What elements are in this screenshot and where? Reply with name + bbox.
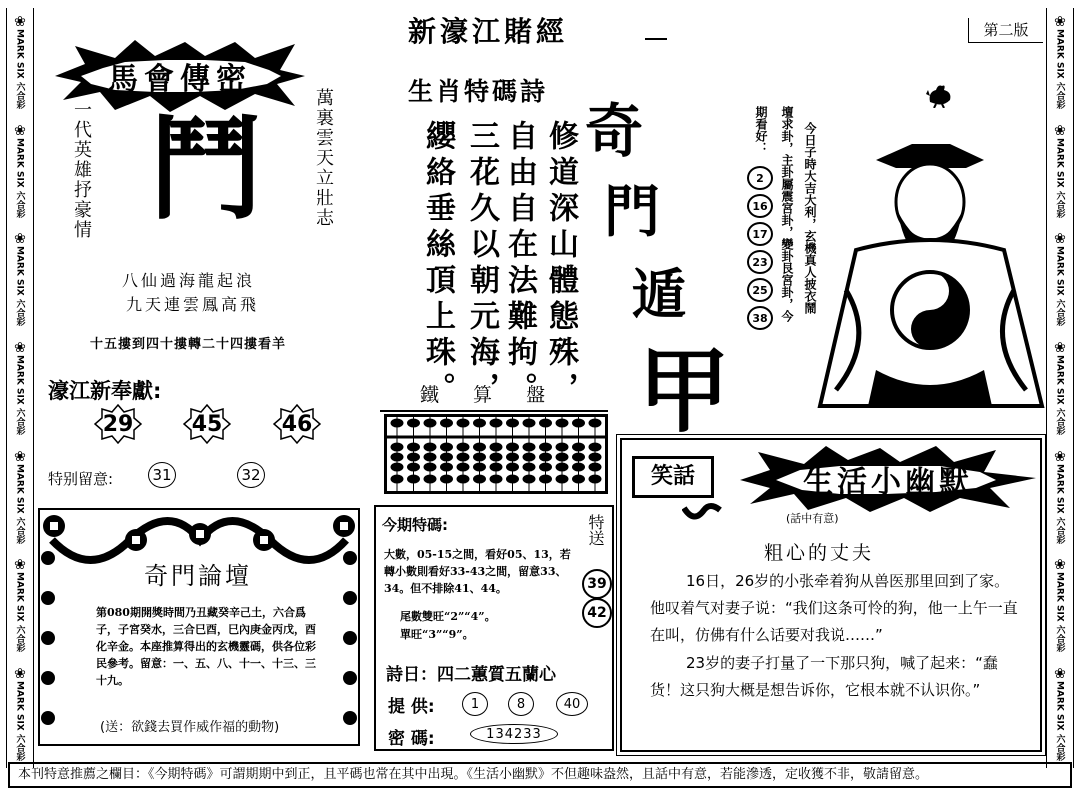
abacus-bead <box>573 463 585 471</box>
abacus-bead <box>391 443 403 451</box>
abacus-bead <box>523 475 535 483</box>
flower-icon: ❀ <box>1054 665 1066 682</box>
provide-number: 8 <box>508 692 534 716</box>
side-strip-text: MARK SIX 六合彩 <box>14 137 25 218</box>
abacus-bead <box>457 443 469 451</box>
abacus-bead <box>589 443 601 451</box>
xiaohua-squiggle-icon <box>682 498 722 524</box>
abacus <box>384 414 608 494</box>
gua-text-col1: 壇求卦，主卦屬震宮卦，變卦艮宮卦，今 <box>780 106 794 322</box>
abacus-bead <box>457 475 469 483</box>
abacus-bead <box>507 463 519 471</box>
provide-number: 40 <box>556 692 588 716</box>
abacus-bead <box>391 463 403 471</box>
abacus-top-rule <box>380 410 608 412</box>
abacus-title: 鐵 算 盤 <box>420 384 560 406</box>
abacus-bead <box>540 453 552 461</box>
side-strip-text: MARK SIX 六合彩 <box>1054 137 1065 218</box>
abacus-bead <box>408 463 420 471</box>
mahui-seal-char: 鬥 <box>150 104 262 235</box>
abacus-bead <box>408 443 420 451</box>
abacus-bead <box>507 443 519 451</box>
gua-text-col2: 期看好： <box>754 106 768 154</box>
haojiang-number-text: 46 <box>281 411 313 437</box>
abacus-bead <box>441 419 453 427</box>
abacus-bead <box>391 475 403 483</box>
provide-number: 1 <box>462 692 488 716</box>
abacus-bead <box>589 419 601 427</box>
abacus-bead <box>507 419 519 427</box>
qimen-lun-footer: (送：欲錢去買作威作福的動物) <box>100 720 280 735</box>
abacus-bead <box>441 463 453 471</box>
flower-icon: ❀ <box>1054 448 1066 465</box>
abacus-bead <box>490 475 502 483</box>
haojiang-number-text: 45 <box>191 411 223 437</box>
song-number: 39 <box>582 569 612 599</box>
abacus-bead <box>573 475 585 483</box>
abacus-bead <box>408 453 420 461</box>
poem-column: 自由自在法難拘。 <box>502 120 537 408</box>
abacus-bead <box>507 453 519 461</box>
abacus-bead <box>391 453 403 461</box>
gua-number: 2 <box>747 166 773 190</box>
abacus-bead <box>441 475 453 483</box>
abacus-bead <box>490 463 502 471</box>
abacus-bead <box>457 463 469 471</box>
abacus-bead <box>474 475 486 483</box>
abacus-bead <box>474 419 486 427</box>
side-unit <box>1054 124 1067 218</box>
humor-note: (話中有意) <box>786 512 839 525</box>
flower-icon: ❀ <box>1054 231 1066 248</box>
qimen-char: 遁 <box>632 263 686 326</box>
side-strip-text: MARK SIX 六合彩 <box>1054 355 1065 435</box>
qimen-char: 奇 <box>585 97 644 165</box>
side-strip-text: MARK SIX 六合彩 <box>1054 463 1065 544</box>
haojiang-number <box>183 404 231 444</box>
special-label: 特别留意: <box>48 470 114 488</box>
poem-heading: 生肖特碼詩 <box>408 77 549 106</box>
coin-column-right <box>342 510 358 744</box>
side-strip-text: MARK SIX 六合彩 <box>1054 246 1065 327</box>
side-strip-text: MARK SIX 六合彩 <box>14 463 25 544</box>
abacus-bead <box>573 443 585 451</box>
mahui-banner-text: 馬會傳密 <box>108 62 252 97</box>
haojiang-number <box>273 404 321 444</box>
abacus-bead <box>490 443 502 451</box>
gua-number: 16 <box>747 194 773 218</box>
side-strip-text: MARK SIX 六合彩 <box>14 572 25 653</box>
abacus-bead <box>490 419 502 427</box>
qimen-lun-body: 第080期開獎時間乃丑藏癸辛己土，六合爲子，子宮癸水，三合巳酉，巳內庚金丙戊，酉化辛金。本座推算得出的玄機靈碼，供各位彩民參考。留意：一、五、八、十一、十三、三十九。 <box>96 606 316 687</box>
abacus-bead <box>424 463 436 471</box>
side-strip-text: MARK SIX 六合彩 <box>14 355 25 435</box>
poem-column: 修道深山體態殊， <box>543 120 578 408</box>
mahui-line1: 八仙過海龍起浪 <box>122 271 256 290</box>
title-dash <box>645 38 667 40</box>
poem-column: 三花久以朝元海， <box>464 120 499 408</box>
abacus-bead <box>408 475 420 483</box>
abacus-bead <box>556 419 568 427</box>
qimen-lun-title: 奇門論壇 <box>144 562 252 590</box>
mahui-line2: 九天連雲鳳高飛 <box>126 295 260 314</box>
flower-icon: ❀ <box>1054 122 1066 139</box>
flower-icon: ❀ <box>1054 557 1066 574</box>
abacus-bead <box>474 443 486 451</box>
gua-text-col3: 今日子時大吉大利，玄機真人披衣鬧 <box>803 122 817 314</box>
abacus-bead <box>424 419 436 427</box>
rooster-icon <box>924 80 956 108</box>
haojiang-title: 濠江新奉獻: <box>48 379 162 403</box>
mahui-right-column: 萬裏雲天立壯志 <box>313 88 334 228</box>
special-number: 32 <box>237 462 265 488</box>
abacus-bead <box>540 463 552 471</box>
haojiang-number-text: 29 <box>102 411 134 437</box>
abacus-beads-shape <box>387 417 605 491</box>
coin-column-left <box>40 510 56 744</box>
side-unit <box>14 667 27 761</box>
side-unit <box>14 232 27 326</box>
abacus-bead <box>540 419 552 427</box>
abacus-bead <box>408 419 420 427</box>
jinqi-body1: 大數，05-15之間，看好05、13，若轉小數則看好33-43之間，留意33、34。但不排除41、44。 <box>384 548 571 595</box>
song-number: 42 <box>582 598 612 628</box>
abacus-bead <box>391 419 403 427</box>
abacus-bead <box>589 463 601 471</box>
side-unit <box>1054 15 1067 109</box>
right-side-strip <box>1046 8 1074 768</box>
left-side-strip <box>6 8 34 768</box>
mahui-line3: 十五摟到四十摟轉二十四摟看羊 <box>90 337 287 352</box>
abacus-bead <box>556 443 568 451</box>
side-unit <box>1054 667 1067 761</box>
page-label: 第二版 <box>968 18 1043 43</box>
side-unit <box>14 15 27 109</box>
side-unit <box>14 124 27 218</box>
abacus-bead <box>573 453 585 461</box>
abacus-bead <box>507 475 519 483</box>
haojiang-number <box>94 404 142 444</box>
jinqi-body2: 尾數雙旺“2”“4”。 <box>400 610 496 623</box>
abacus-bead <box>424 475 436 483</box>
flower-icon: ❀ <box>1054 340 1066 357</box>
side-strip-text: MARK SIX 六合彩 <box>1054 572 1065 653</box>
provide-label: 提 供: <box>388 697 435 717</box>
jinqi-body3: 單旺“3”“9”。 <box>400 628 474 641</box>
flower-icon: ❀ <box>14 231 26 248</box>
story-para1: 16日，26岁的小张牵着狗从兽医那里回到了家。他叹着气对妻子说：“我们这条可怜的狗，他一上午一直在叫，仿佛有什么话要对我说……” <box>650 572 1018 644</box>
abacus-bead <box>540 475 552 483</box>
abacus-bead <box>424 453 436 461</box>
abacus-bead <box>523 419 535 427</box>
jinqi-title: 今期特碼: <box>382 516 448 534</box>
abacus-bead <box>457 419 469 427</box>
flower-icon: ❀ <box>14 122 26 139</box>
humor-banner-text: 生活小幽默 <box>803 465 973 500</box>
abacus-bead <box>490 453 502 461</box>
abacus-bead <box>556 463 568 471</box>
side-strip-text: MARK SIX 六合彩 <box>1054 29 1065 110</box>
abacus-bead <box>573 419 585 427</box>
code-value: 134233 <box>470 724 558 744</box>
qimen-char: 甲 <box>638 338 731 445</box>
side-strip-text: MARK SIX 六合彩 <box>1054 680 1065 761</box>
story-para2: 23岁的妻子打量了一下那只狗，喊了起来：“蠢货！这只狗大概是想告诉你，它根本就不认识你。” <box>650 654 998 699</box>
side-strip-text: MARK SIX 六合彩 <box>14 680 25 761</box>
abacus-bead <box>523 463 535 471</box>
code-label: 密 碼: <box>388 729 435 749</box>
mahui-left-column: 一代英雄抒豪情 <box>71 100 92 240</box>
abacus-bead <box>556 453 568 461</box>
abacus-bead <box>523 453 535 461</box>
flower-icon: ❀ <box>14 340 26 357</box>
page-title: 新濠江賭經 <box>408 15 569 48</box>
story-title: 粗心的丈夫 <box>764 542 875 564</box>
humor-banner <box>740 446 1036 512</box>
abacus-bead <box>589 453 601 461</box>
side-strip-text: MARK SIX 六合彩 <box>14 246 25 327</box>
abacus-bead <box>424 443 436 451</box>
special-number: 31 <box>148 462 176 488</box>
side-strip-text: MARK SIX 六合彩 <box>14 29 25 110</box>
side-unit <box>1054 341 1067 435</box>
footer-bar: 本刊特意推薦之欄目：《今期特碼》可謂期期中到正，且平碼也常在其中出現。《生活小幽默》不但趣味盎然，且話中有意，若能滲透，定收獲不非，敬請留意。 <box>8 762 1072 788</box>
side-unit <box>14 450 27 544</box>
jinqi-song-label: 特送 <box>586 514 605 546</box>
abacus-bead <box>441 453 453 461</box>
abacus-bead <box>589 475 601 483</box>
qimen-lun-panel <box>38 508 360 746</box>
jinqi-poem: 詩日：四二蕙質五蘭心 <box>386 665 556 685</box>
side-unit <box>14 341 27 435</box>
flower-icon: ❀ <box>14 665 26 682</box>
flower-icon: ❀ <box>14 14 26 31</box>
gua-number: 38 <box>747 306 773 330</box>
qimen-char: 門 <box>604 180 660 245</box>
abacus-bead <box>474 453 486 461</box>
abacus-bead <box>523 443 535 451</box>
side-unit <box>1054 558 1067 652</box>
flower-icon: ❀ <box>1054 14 1066 31</box>
abacus-bead <box>474 463 486 471</box>
mahui-banner <box>55 40 305 112</box>
abacus-bead <box>540 443 552 451</box>
side-unit <box>1054 450 1067 544</box>
sage-illustration <box>816 140 1046 412</box>
abacus-bead <box>457 453 469 461</box>
side-unit <box>14 558 27 652</box>
gua-number: 17 <box>747 222 773 246</box>
flower-icon: ❀ <box>14 557 26 574</box>
xiaohua-label: 笑話 <box>632 456 714 498</box>
abacus-bead <box>441 443 453 451</box>
side-unit <box>1054 232 1067 326</box>
gua-number: 25 <box>747 278 773 302</box>
abacus-bead <box>556 475 568 483</box>
gua-number: 23 <box>747 250 773 274</box>
flower-icon: ❀ <box>14 448 26 465</box>
poem-column: 纓絡垂絲頂上珠。 <box>420 120 455 408</box>
